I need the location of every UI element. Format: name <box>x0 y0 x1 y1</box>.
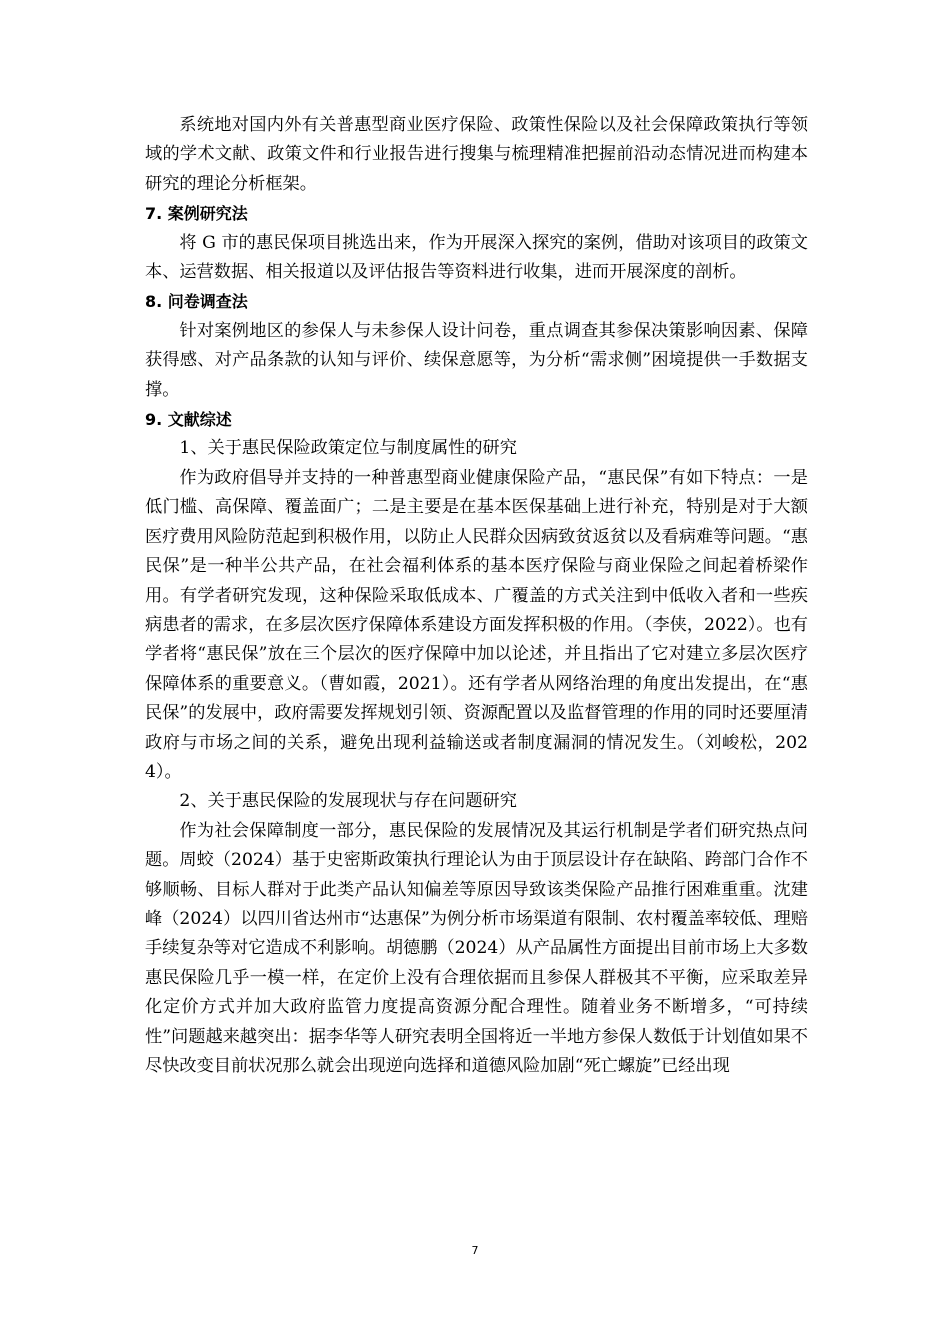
page-number: 7 <box>471 1244 479 1257</box>
heading-case-study-method: 7. 案例研究法 <box>145 204 248 224</box>
heading-literature-review: 9. 文献综述 <box>145 410 232 430</box>
paragraph-questionnaire: 针对案例地区的参保人与未参保人设计问卷，重点调查其参保决策影响因素、保障获得感、对产品条款的认知与评价、续保意愿等，为分析“需求侧”困境提供一手数据支撑。 <box>145 320 808 400</box>
subheading-development-status: 2、关于惠民保险的发展现状与存在问题研究 <box>179 791 517 812</box>
document-page <box>145 111 808 1081</box>
heading-questionnaire-method: 8. 问卷调查法 <box>145 292 248 312</box>
paragraph-case-study: 将 G 市的惠民保项目挑选出来，作为开展深入探究的案例，借助对该项目的政策文本、运营数据、相关报道以及评估报告等资料进行收集，进而开展深度的剖析。 <box>145 232 808 283</box>
subheading-policy-positioning: 1、关于惠民保险政策定位与制度属性的研究 <box>179 438 517 459</box>
paragraph-literature-method: 系统地对国内外有关普惠型商业医疗保险、政策性保险以及社会保障政策执行等领域的学术文献、政策文件和行业报告进行搜集与梳理精准把握前沿动态情况进而构建本研究的理论分析框架。 <box>145 115 808 194</box>
paragraph-policy-positioning: 作为政府倡导并支持的一种普惠型商业健康保险产品，“惠民保”有如下特点：一是低门槛、高保障、覆盖面广；二是主要是在基本医保基础上进行补充，特别是对于大额医疗费用风险防范起到积极作用，以防止人民群众因病致贫返贫以及看病难等问题。“惠民保”是一种半公共产品，在社会福利体系的基本医疗保险与商业保险之间起着桥梁作用。有学者研究发现，这种保险采取低成本、广覆盖的方式关注到中低收入者和一些疾病患者的需求，在多层次医疗保障体系建设方面发挥积极的作用。（李侠，2022）。也有学者将“惠民保”放在三个层次的医疗保障中加以论述，并且指出了它对建立多层次医疗保障体系的重要意义。（曹如霞，2021）。还有学者从网络治理的角度出发提出，在“惠民保”的发展中，政府需要发挥规划引领、资源配置以及监督管理的作用的同时还要厘清政府与市场之间的关系，避免出现利益输送或者制度漏洞的情况发生。（刘峻松，2024）。 <box>145 467 808 782</box>
paragraph-development-status: 作为社会保障制度一部分，惠民保险的发展情况及其运行机制是学者们研究热点问题。周蛟（2024）基于史密斯政策执行理论认为由于顶层设计存在缺陷、跨部门合作不够顺畅、目标人群对于此类产品认知偏差等原因导致该类保险产品推行困难重重。沈建峰（2024）以四川省达州市“达惠保”为例分析市场渠道有限制、农村覆盖率较低、理赔手续复杂等对它造成不利影响。胡德鹏（2024）从产品属性方面提出目前市场上大多数惠民保险几乎一模一样，在定价上没有合理依据而且参保人群极其不平衡，应采取差异化定价方式并加大政府监管力度提高资源分配合理性。随着业务不断增多，“可持续性”问题越来越突出：据李华等人研究表明全国将近一半地方参保人数低于计划值如果不尽快改变目前状况那么就会出现逆向选择和道德风险加剧“死亡螺旋”已经出现 <box>145 820 808 1076</box>
